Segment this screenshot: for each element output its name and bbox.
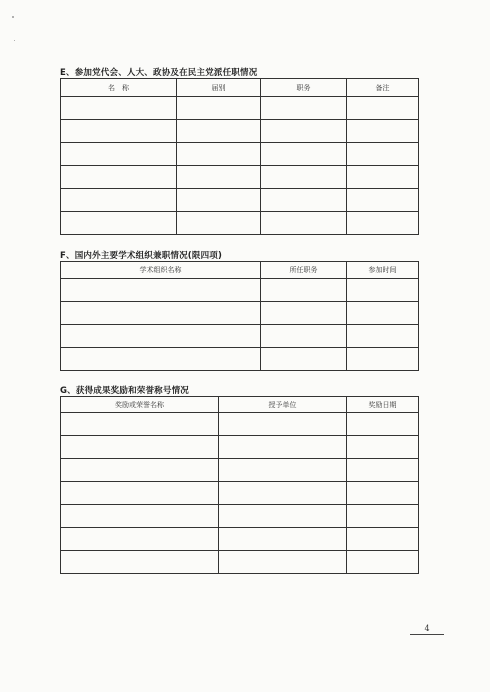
blank-cell[interactable] [61,325,261,348]
blank-cell[interactable] [347,302,419,325]
page-number-block [410,624,444,635]
blank-cell[interactable] [61,348,261,371]
column-header: 所任职务 [261,262,347,279]
table-row [61,189,419,212]
blank-cell[interactable] [347,143,419,166]
table-row [61,212,419,235]
blank-cell[interactable] [61,279,261,302]
blank-cell[interactable] [347,120,419,143]
blank-cell[interactable] [61,459,219,482]
column-header: 奖励日期 [347,397,419,413]
blank-cell[interactable] [177,97,261,120]
blank-cell[interactable] [347,413,419,436]
table-row [61,120,419,143]
blank-cell[interactable] [61,97,177,120]
column-header: 名 称 [61,79,177,97]
blank-cell[interactable] [61,302,261,325]
table-row [61,325,419,348]
blank-cell[interactable] [219,413,347,436]
blank-cell[interactable] [61,189,177,212]
table-header-row [61,397,419,413]
blank-cell[interactable] [347,279,419,302]
section-g-title: G、获得成果奖励和荣誉称号情况 [60,386,189,396]
table-header-row [61,79,419,97]
blank-cell[interactable] [261,212,347,235]
blank-cell[interactable] [219,528,347,551]
table-row [61,97,419,120]
column-header: 学术组织名称 [61,262,261,279]
blank-cell[interactable] [347,212,419,235]
table-row [61,459,419,482]
column-header: 参加时间 [347,262,419,279]
table-header-row [61,262,419,279]
table-row [61,551,419,574]
table-row [61,528,419,551]
table-row [61,302,419,325]
blank-cell[interactable] [219,436,347,459]
blank-cell[interactable] [219,551,347,574]
page-number: 4 [424,624,430,633]
blank-cell[interactable] [61,551,219,574]
blank-cell[interactable] [261,279,347,302]
blank-cell[interactable] [61,436,219,459]
blank-cell[interactable] [261,97,347,120]
section-g-table [60,396,419,574]
table-row [61,505,419,528]
blank-cell[interactable] [61,212,177,235]
blank-cell[interactable] [219,482,347,505]
blank-cell[interactable] [177,189,261,212]
scan-speck [12,16,14,18]
blank-cell[interactable] [61,482,219,505]
blank-cell[interactable] [347,528,419,551]
page-number-underline [410,634,444,635]
blank-cell[interactable] [61,528,219,551]
blank-cell[interactable] [261,143,347,166]
table-row [61,348,419,371]
table-row [61,143,419,166]
blank-cell[interactable] [347,459,419,482]
section-f-table [60,261,419,371]
blank-cell[interactable] [261,166,347,189]
table-row [61,482,419,505]
blank-cell[interactable] [347,189,419,212]
blank-cell[interactable] [347,436,419,459]
column-header: 奖励或荣誉名称 [61,397,219,413]
blank-cell[interactable] [61,413,219,436]
table-row [61,413,419,436]
blank-cell[interactable] [347,97,419,120]
column-header: 届别 [177,79,261,97]
blank-cell[interactable] [177,143,261,166]
column-header: 职务 [261,79,347,97]
column-header: 授予单位 [219,397,347,413]
blank-cell[interactable] [261,325,347,348]
blank-cell[interactable] [261,348,347,371]
blank-cell[interactable] [347,505,419,528]
section-e-title: E、参加党代会、人大、政协及在民主党派任职情况 [60,68,258,78]
column-header: 备注 [347,79,419,97]
section-e-table [60,78,419,235]
table-row [61,436,419,459]
blank-cell[interactable] [261,120,347,143]
blank-cell[interactable] [261,302,347,325]
section-f-title: F、国内外主要学术组织兼职情况(限四项) [60,251,223,261]
blank-cell[interactable] [61,505,219,528]
blank-cell[interactable] [61,120,177,143]
blank-cell[interactable] [347,551,419,574]
table-row [61,279,419,302]
blank-cell[interactable] [347,482,419,505]
blank-cell[interactable] [347,166,419,189]
blank-cell[interactable] [261,189,347,212]
scan-speck [14,40,15,41]
blank-cell[interactable] [219,505,347,528]
blank-cell[interactable] [61,166,177,189]
blank-cell[interactable] [219,459,347,482]
blank-cell[interactable] [177,212,261,235]
blank-cell[interactable] [347,348,419,371]
blank-cell[interactable] [177,120,261,143]
blank-cell[interactable] [177,166,261,189]
blank-cell[interactable] [347,325,419,348]
blank-cell[interactable] [61,143,177,166]
table-row [61,166,419,189]
